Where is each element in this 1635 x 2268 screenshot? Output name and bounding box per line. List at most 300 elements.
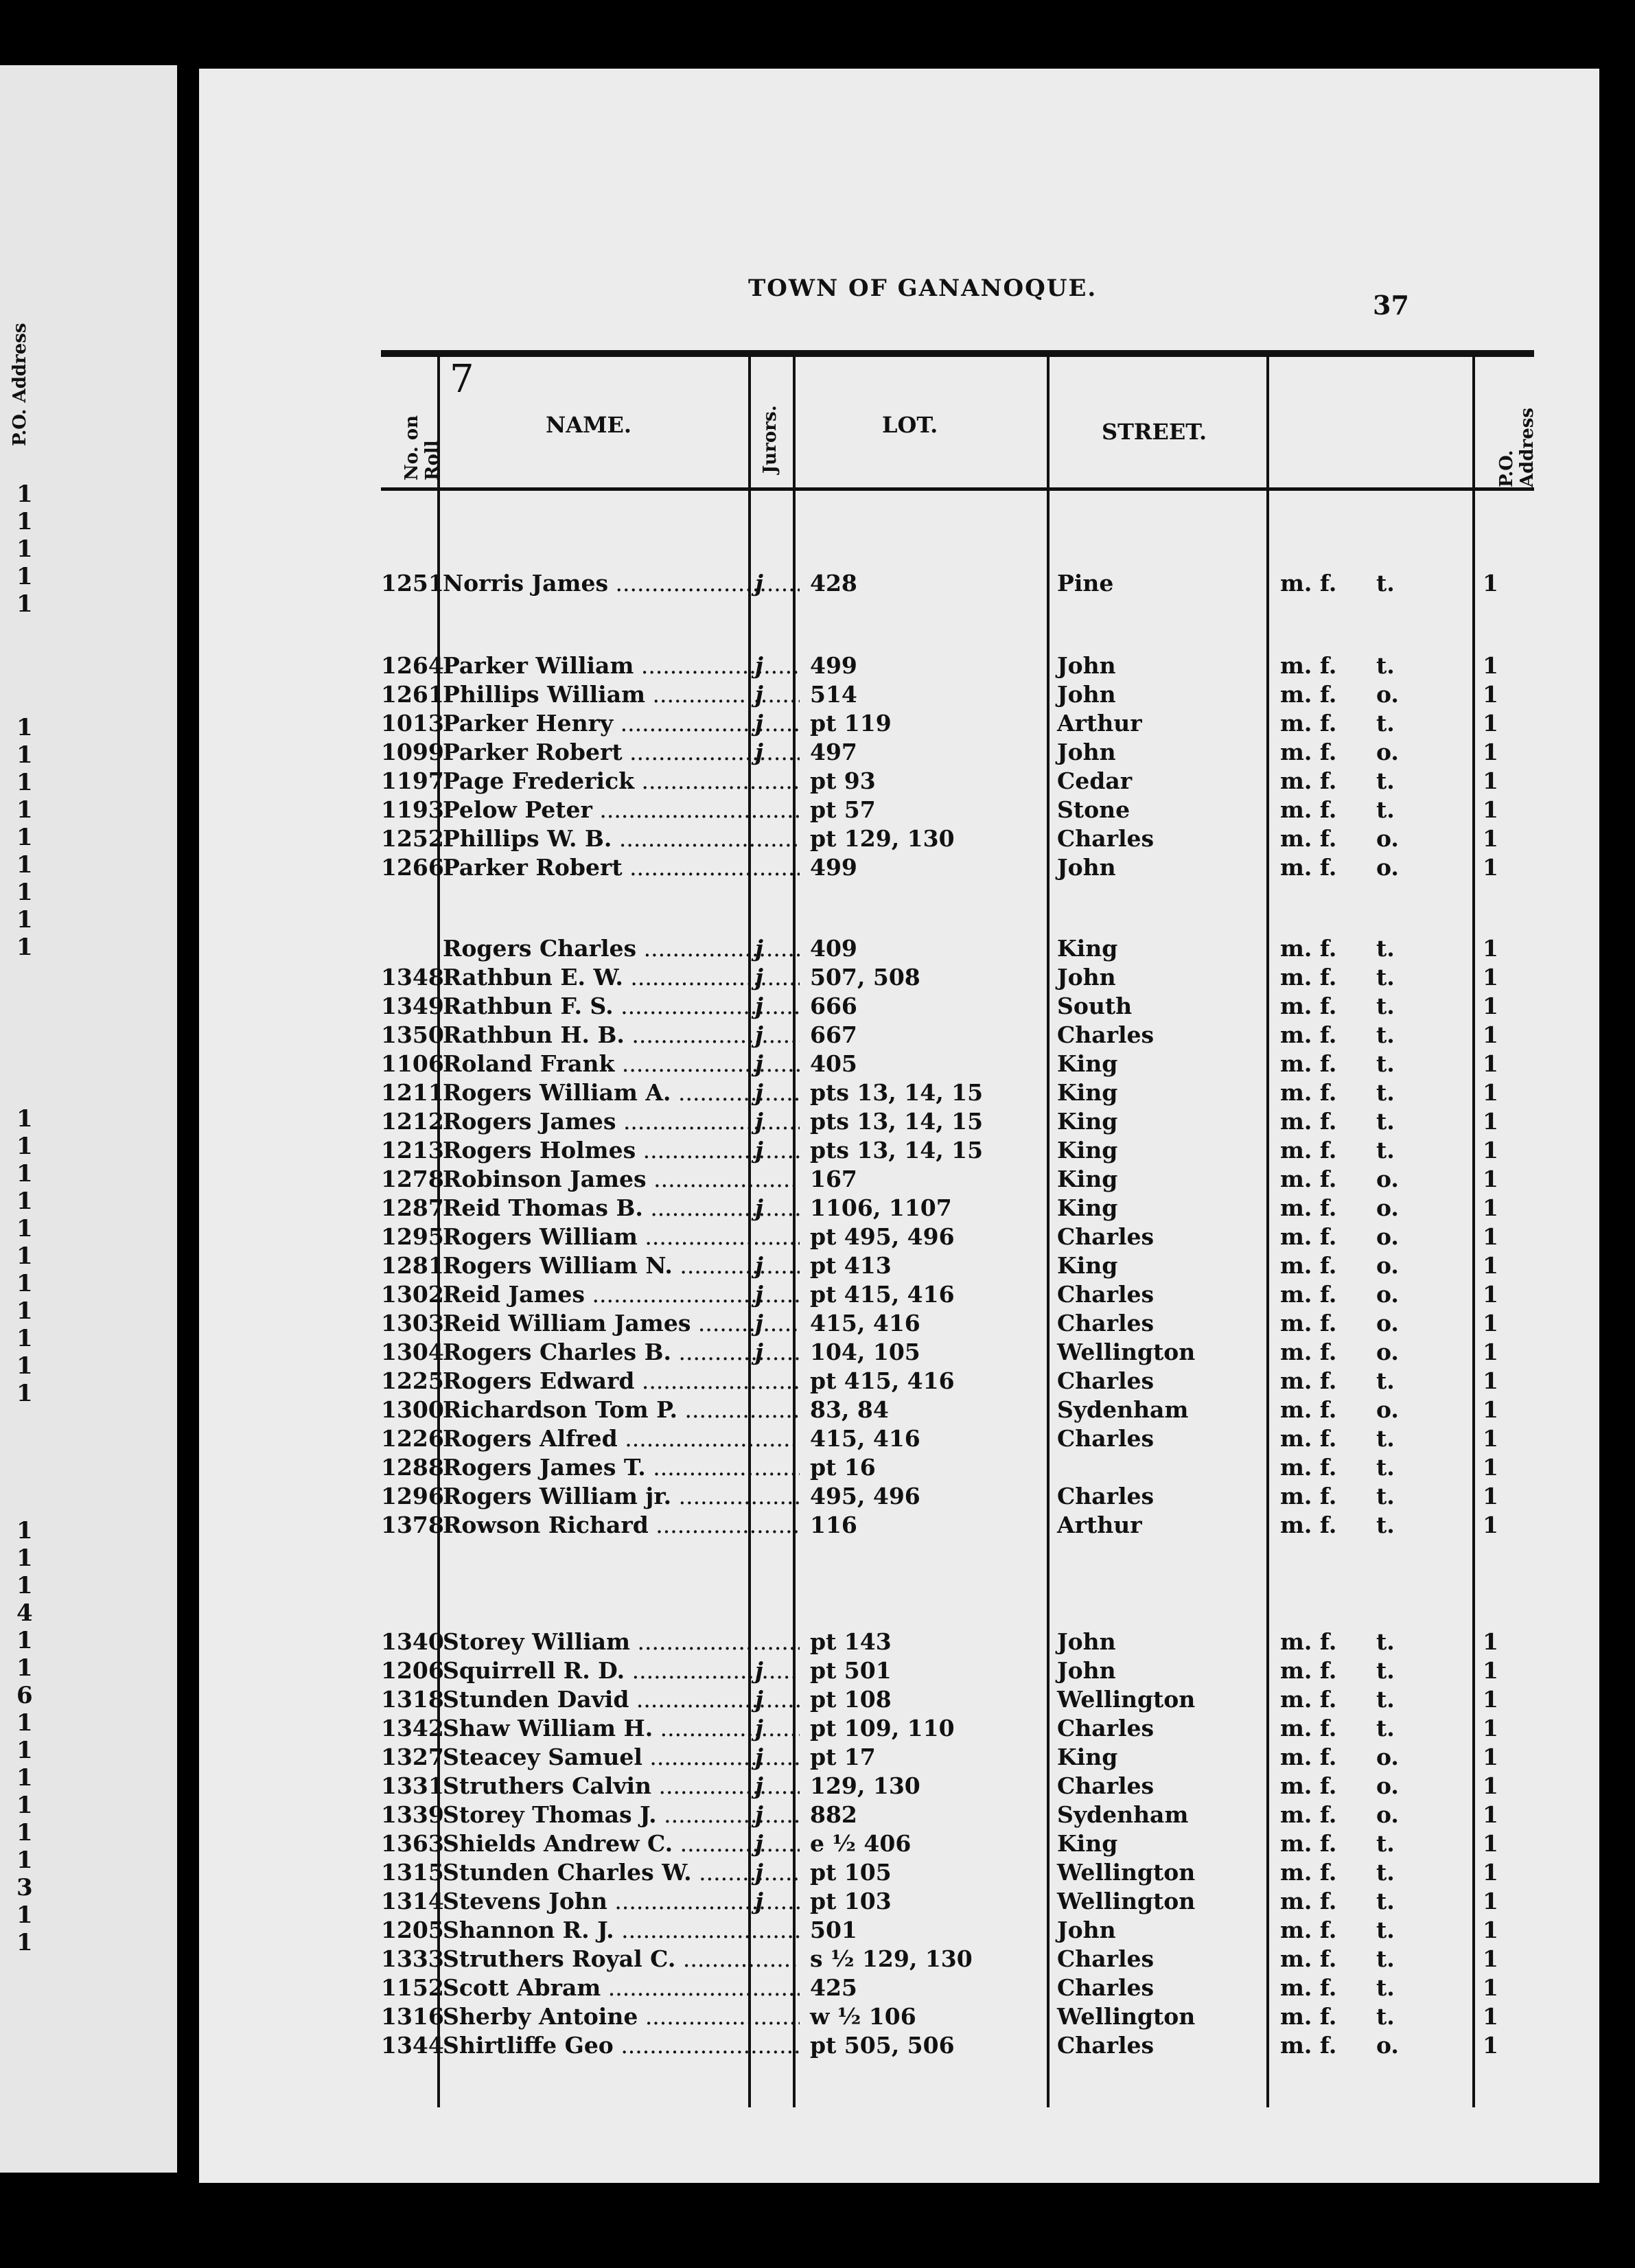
juror-mark: j	[755, 1021, 763, 1048]
left-po-mark: 1	[16, 1572, 33, 1599]
roll-number: 1350	[381, 1021, 444, 1048]
voter-name: Parker Robert .....	[443, 854, 800, 881]
juror-mark: j	[755, 1859, 763, 1886]
left-po-mark: 1	[16, 1847, 33, 1874]
left-po-mark: 1	[16, 1627, 33, 1654]
juror-mark: j	[755, 964, 763, 991]
voter-name: Struthers Royal C. .....	[443, 1945, 800, 1972]
left-po-mark: 1	[16, 563, 33, 590]
po-code: 1	[1483, 1657, 1498, 1684]
tenure-code: o.	[1376, 1801, 1399, 1828]
mf-code: m. f.	[1280, 1454, 1337, 1481]
lot-number: 501	[810, 1917, 857, 1943]
lot-number: pt 495, 496	[810, 1223, 955, 1250]
table-row	[381, 2003, 1534, 2032]
roll-number: 1342	[381, 1715, 444, 1741]
roll-number: 1281	[381, 1252, 444, 1279]
tenure-code: t.	[1376, 1686, 1395, 1713]
voter-name: Rogers William N. .....	[443, 1252, 800, 1279]
lot-number: pt 17	[810, 1744, 876, 1770]
voter-name: Norris James .....	[443, 570, 800, 597]
roll-number: 1288	[381, 1454, 444, 1481]
lot-number: 83, 84	[810, 1396, 889, 1423]
juror-mark: j	[755, 710, 763, 737]
tenure-code: o.	[1376, 2032, 1399, 2059]
mf-code: m. f.	[1280, 1223, 1337, 1250]
mf-code: m. f.	[1280, 1281, 1337, 1308]
street-name: King	[1057, 1108, 1118, 1135]
street-name: Charles	[1057, 1945, 1155, 1972]
po-code: 1	[1483, 1166, 1498, 1192]
tenure-code: t.	[1376, 1512, 1395, 1538]
roll-number: 1278	[381, 1166, 444, 1192]
voter-name: Rogers William .....	[443, 1223, 800, 1250]
street-name: John	[1057, 1657, 1116, 1684]
table-top-rule	[381, 350, 1534, 357]
left-po-header: P.O. Address	[10, 323, 30, 446]
table-row	[381, 1715, 1534, 1744]
voter-name: Page Frederick .....	[443, 767, 800, 794]
juror-mark: j	[755, 1715, 763, 1741]
street-name: Sydenham	[1057, 1801, 1189, 1828]
lot-number: 415, 416	[810, 1425, 920, 1452]
table-header-rule	[381, 487, 1534, 491]
roll-number: 1211	[381, 1079, 444, 1106]
page-number: 37	[1373, 290, 1409, 321]
po-code: 1	[1483, 993, 1498, 1019]
tenure-code: o.	[1376, 739, 1399, 765]
table-row	[381, 739, 1534, 767]
roll-number: 1296	[381, 1483, 444, 1509]
lot-number: pt 119	[810, 710, 892, 737]
juror-mark: j	[755, 1830, 763, 1857]
table-row	[381, 652, 1534, 681]
lot-number: pt 108	[810, 1686, 892, 1713]
roll-number: 1349	[381, 993, 444, 1019]
left-po-mark: 1	[16, 1297, 33, 1325]
tenure-code: o.	[1376, 1310, 1399, 1336]
voter-name: Stunden Charles W. .....	[443, 1859, 800, 1886]
table-row	[381, 825, 1534, 854]
po-code: 1	[1483, 1339, 1498, 1365]
table-row	[381, 1396, 1534, 1425]
juror-mark: j	[755, 1194, 763, 1221]
mf-code: m. f.	[1280, 1483, 1337, 1509]
juror-mark: j	[755, 1801, 763, 1828]
po-code: 1	[1483, 767, 1498, 794]
tenure-code: o.	[1376, 1223, 1399, 1250]
po-code: 1	[1483, 1888, 1498, 1914]
table-row	[381, 1137, 1534, 1166]
lot-number: e ½ 406	[810, 1830, 912, 1857]
po-code: 1	[1483, 1744, 1498, 1770]
street-name: John	[1057, 1917, 1116, 1943]
street-name: Arthur	[1057, 1512, 1142, 1538]
po-code: 1	[1483, 1396, 1498, 1423]
voter-name: Pelow Peter .....	[443, 796, 800, 823]
mf-code: m. f.	[1280, 1339, 1337, 1365]
table-row	[381, 2032, 1534, 2061]
street-name: King	[1057, 1050, 1118, 1077]
lot-number: 882	[810, 1801, 857, 1828]
juror-mark: j	[755, 1657, 763, 1684]
mf-code: m. f.	[1280, 1425, 1337, 1452]
roll-number: 1205	[381, 1917, 444, 1943]
left-po-mark: 1	[16, 1352, 33, 1380]
po-code: 1	[1483, 1801, 1498, 1828]
tenure-code: t.	[1376, 1050, 1395, 1077]
street-name: John	[1057, 739, 1116, 765]
tenure-code: o.	[1376, 1194, 1399, 1221]
mf-code: m. f.	[1280, 1744, 1337, 1770]
tenure-code: t.	[1376, 1859, 1395, 1886]
street-name: Charles	[1057, 1021, 1155, 1048]
lot-number: pt 505, 506	[810, 2032, 955, 2059]
lot-number: pt 143	[810, 1628, 892, 1655]
roll-number: 1197	[381, 767, 444, 794]
table-row	[381, 1050, 1534, 1079]
table-row	[381, 1686, 1534, 1715]
tenure-code: o.	[1376, 1339, 1399, 1365]
table-row	[381, 1252, 1534, 1281]
voter-name: Steacey Samuel .....	[443, 1744, 800, 1770]
voter-name: Reid William James .....	[443, 1310, 800, 1336]
roll-number: 1226	[381, 1425, 444, 1452]
street-column-header: STREET.	[1102, 419, 1207, 445]
lot-number: 415, 416	[810, 1310, 920, 1336]
mf-code: m. f.	[1280, 1974, 1337, 2001]
lot-number: s ½ 129, 130	[810, 1945, 973, 1972]
tenure-code: t.	[1376, 993, 1395, 1019]
lot-number: w ½ 106	[810, 2003, 916, 2030]
lot-number: pts 13, 14, 15	[810, 1079, 984, 1106]
po-code: 1	[1483, 739, 1498, 765]
juror-mark: j	[755, 1310, 763, 1336]
juror-mark: j	[755, 1686, 763, 1713]
mf-code: m. f.	[1280, 1512, 1337, 1538]
table-row	[381, 1079, 1534, 1108]
roll-number: 1266	[381, 854, 444, 881]
tenure-code: o.	[1376, 1252, 1399, 1279]
table-row	[381, 1974, 1534, 2003]
table-row	[381, 710, 1534, 739]
tenure-code: t.	[1376, 2003, 1395, 2030]
voter-name: Rathbun F. S. .....	[443, 993, 800, 1019]
po-column-header: P.O. Address	[1496, 407, 1538, 487]
left-po-mark: 4	[16, 1599, 33, 1627]
table-row	[381, 1830, 1534, 1859]
tenure-code: o.	[1376, 1744, 1399, 1770]
tenure-code: t.	[1376, 1108, 1395, 1135]
table-row	[381, 1657, 1534, 1686]
roll-number: 1295	[381, 1223, 444, 1250]
roll-number: 1300	[381, 1396, 444, 1423]
table-row	[381, 1628, 1534, 1657]
street-name: John	[1057, 652, 1116, 679]
table-row	[381, 1310, 1534, 1339]
voter-name: Rathbun E. W. .....	[443, 964, 800, 991]
po-code: 1	[1483, 2003, 1498, 2030]
lot-number: pts 13, 14, 15	[810, 1108, 984, 1135]
juror-mark: j	[755, 935, 763, 962]
name-column-header: NAME.	[546, 412, 632, 438]
voter-name: Sherby Antoine .....	[443, 2003, 800, 2030]
tenure-code: o.	[1376, 1396, 1399, 1423]
roll-number: 1315	[381, 1859, 444, 1886]
table-row	[381, 854, 1534, 883]
roll-number: 1213	[381, 1137, 444, 1164]
tenure-code: o.	[1376, 825, 1399, 852]
table-row	[381, 1108, 1534, 1137]
tenure-code: o.	[1376, 854, 1399, 881]
lot-number: 409	[810, 935, 857, 962]
po-code: 1	[1483, 1310, 1498, 1336]
tenure-code: t.	[1376, 1657, 1395, 1684]
street-name: Arthur	[1057, 710, 1142, 737]
lot-number: pt 16	[810, 1454, 876, 1481]
roll-number: 1303	[381, 1310, 444, 1336]
juror-mark: j	[755, 1888, 763, 1914]
left-po-mark: 1	[16, 1709, 33, 1737]
po-code: 1	[1483, 1367, 1498, 1394]
roll-number: 1251	[381, 570, 444, 597]
roll-number: 1261	[381, 681, 444, 708]
po-code: 1	[1483, 1715, 1498, 1741]
table-row	[381, 993, 1534, 1021]
table-row	[381, 1512, 1534, 1540]
left-po-mark: 1	[16, 906, 33, 934]
mf-code: m. f.	[1280, 1628, 1337, 1655]
juror-mark: j	[755, 993, 763, 1019]
lot-number: 1106, 1107	[810, 1194, 952, 1221]
lot-number: pt 415, 416	[810, 1367, 955, 1394]
street-name: Charles	[1057, 2032, 1155, 2059]
mf-code: m. f.	[1280, 964, 1337, 991]
left-po-mark: 6	[16, 1682, 33, 1709]
tenure-code: o.	[1376, 681, 1399, 708]
po-code: 1	[1483, 1859, 1498, 1886]
voter-name: Rogers James .....	[443, 1108, 800, 1135]
lot-number: pt 103	[810, 1888, 892, 1914]
mf-code: m. f.	[1280, 1252, 1337, 1279]
left-po-mark: 1	[16, 1517, 33, 1544]
table-row	[381, 1917, 1534, 1945]
roll-number: 1363	[381, 1830, 444, 1857]
lot-number: 495, 496	[810, 1483, 920, 1509]
table-row	[381, 1744, 1534, 1772]
left-po-mark: 1	[16, 1105, 33, 1133]
po-code: 1	[1483, 1512, 1498, 1538]
left-po-mark: 1	[16, 1160, 33, 1188]
roll-number: 1304	[381, 1339, 444, 1365]
left-po-mark: 1	[16, 1737, 33, 1764]
tenure-code: t.	[1376, 1079, 1395, 1106]
tenure-code: t.	[1376, 1367, 1395, 1394]
voters-table	[381, 350, 1538, 2107]
voter-name: Shirtliffe Geo .....	[443, 2032, 800, 2059]
table-row	[381, 1945, 1534, 1974]
mf-code: m. f.	[1280, 1686, 1337, 1713]
lot-number: 499	[810, 652, 857, 679]
table-row	[381, 1801, 1534, 1830]
roll-number: 1252	[381, 825, 444, 852]
left-po-mark: 1	[16, 1764, 33, 1792]
voter-name: Rogers James T. .....	[443, 1454, 800, 1481]
lot-number: pt 93	[810, 767, 876, 794]
juror-mark: j	[755, 1252, 763, 1279]
po-code: 1	[1483, 964, 1498, 991]
lot-number: 405	[810, 1050, 857, 1077]
street-name: Wellington	[1057, 1888, 1196, 1914]
street-name: Charles	[1057, 1310, 1155, 1336]
roll-number: 1348	[381, 964, 444, 991]
tenure-code: t.	[1376, 964, 1395, 991]
voter-name: Stunden David .....	[443, 1686, 800, 1713]
juror-mark: j	[755, 1079, 763, 1106]
table-row	[381, 681, 1534, 710]
street-name: King	[1057, 1166, 1118, 1192]
roll-number: 1344	[381, 2032, 444, 2059]
left-po-mark: 1	[16, 508, 33, 535]
left-po-mark: 1	[16, 769, 33, 796]
lot-number: pt 415, 416	[810, 1281, 955, 1308]
roll-column-header: No. on Roll	[402, 415, 443, 481]
table-row	[381, 1339, 1534, 1367]
ledger-page	[199, 69, 1599, 2183]
table-row	[381, 1454, 1534, 1483]
juror-mark: j	[755, 1050, 763, 1077]
street-name: Charles	[1057, 1483, 1155, 1509]
mf-code: m. f.	[1280, 2032, 1337, 2059]
po-code: 1	[1483, 1974, 1498, 2001]
mf-code: m. f.	[1280, 1367, 1337, 1394]
roll-number: 1314	[381, 1888, 444, 1914]
mf-code: m. f.	[1280, 1137, 1337, 1164]
tenure-code: o.	[1376, 1281, 1399, 1308]
roll-number: 1206	[381, 1657, 444, 1684]
voter-name: Rogers Edward .....	[443, 1367, 800, 1394]
tenure-code: o.	[1376, 1772, 1399, 1799]
juror-mark: j	[755, 1772, 763, 1799]
tenure-code: t.	[1376, 1715, 1395, 1741]
tenure-code: t.	[1376, 1888, 1395, 1914]
mf-code: m. f.	[1280, 854, 1337, 881]
binding-edge	[177, 65, 194, 2173]
po-code: 1	[1483, 681, 1498, 708]
tenure-code: t.	[1376, 710, 1395, 737]
table-row	[381, 1888, 1534, 1917]
roll-number: 1193	[381, 796, 444, 823]
voter-name: Stevens John .....	[443, 1888, 800, 1914]
lot-number: 514	[810, 681, 857, 708]
mf-code: m. f.	[1280, 767, 1337, 794]
voter-name: Storey Thomas J. .....	[443, 1801, 800, 1828]
mf-code: m. f.	[1280, 1917, 1337, 1943]
table-row	[381, 1859, 1534, 1888]
mf-code: m. f.	[1280, 2003, 1337, 2030]
lot-number: 667	[810, 1021, 857, 1048]
tenure-code: t.	[1376, 1454, 1395, 1481]
lot-number: pts 13, 14, 15	[810, 1137, 984, 1164]
roll-number: 1378	[381, 1512, 444, 1538]
po-code: 1	[1483, 710, 1498, 737]
tenure-code: t.	[1376, 1137, 1395, 1164]
roll-number: 1316	[381, 2003, 444, 2030]
po-code: 1	[1483, 1425, 1498, 1452]
left-po-mark: 1	[16, 851, 33, 879]
margin-note: 7	[450, 357, 474, 402]
street-name: Sydenham	[1057, 1396, 1189, 1423]
voter-name: Rogers William A. .....	[443, 1079, 800, 1106]
voter-name: Shannon R. J. .....	[443, 1917, 800, 1943]
left-po-mark: 1	[16, 1901, 33, 1929]
po-code: 1	[1483, 1194, 1498, 1221]
juror-mark: j	[755, 681, 763, 708]
table-row	[381, 570, 1534, 599]
mf-code: m. f.	[1280, 796, 1337, 823]
lot-number: 666	[810, 993, 857, 1019]
po-code: 1	[1483, 1108, 1498, 1135]
lot-number: 507, 508	[810, 964, 920, 991]
voter-name: Roland Frank .....	[443, 1050, 800, 1077]
street-name: Charles	[1057, 1425, 1155, 1452]
voter-name: Rogers Alfred .....	[443, 1425, 800, 1452]
mf-code: m. f.	[1280, 1715, 1337, 1741]
table-row	[381, 1194, 1534, 1223]
voter-name: Rogers Charles B. .....	[443, 1339, 800, 1365]
lot-number: pt 501	[810, 1657, 892, 1684]
lot-number: 425	[810, 1974, 857, 2001]
voter-name: Parker Henry .....	[443, 710, 800, 737]
voter-name: Parker Robert .....	[443, 739, 800, 765]
lot-number: pt 413	[810, 1252, 892, 1279]
table-row	[381, 1166, 1534, 1194]
lot-number: pt 129, 130	[810, 825, 955, 852]
tenure-code: t.	[1376, 1483, 1395, 1509]
mf-code: m. f.	[1280, 1310, 1337, 1336]
voter-name: Rogers Holmes .....	[443, 1137, 800, 1164]
tenure-code: t.	[1376, 935, 1395, 962]
lot-number: pt 105	[810, 1859, 892, 1886]
left-po-mark: 1	[16, 1819, 33, 1847]
voter-name: Squirrell R. D. .....	[443, 1657, 800, 1684]
street-name: Charles	[1057, 1223, 1155, 1250]
mf-code: m. f.	[1280, 935, 1337, 962]
left-po-mark: 1	[16, 879, 33, 906]
tenure-code: t.	[1376, 1425, 1395, 1452]
voter-name: Rowson Richard .....	[443, 1512, 800, 1538]
tenure-code: t.	[1376, 1917, 1395, 1943]
mf-code: m. f.	[1280, 1945, 1337, 1972]
street-name: Wellington	[1057, 1859, 1196, 1886]
juror-mark: j	[755, 1137, 763, 1164]
left-po-mark: 1	[16, 1188, 33, 1215]
table-row	[381, 964, 1534, 993]
table-row	[381, 796, 1534, 825]
mf-code: m. f.	[1280, 1396, 1337, 1423]
mf-code: m. f.	[1280, 739, 1337, 765]
street-name: King	[1057, 1194, 1118, 1221]
lot-number: pt 109, 110	[810, 1715, 955, 1741]
roll-number: 1099	[381, 739, 444, 765]
left-po-mark: 1	[16, 1133, 33, 1160]
voter-name: Rathbun H. B. .....	[443, 1021, 800, 1048]
po-code: 1	[1483, 1281, 1498, 1308]
tenure-code: t.	[1376, 796, 1395, 823]
roll-number: 1152	[381, 1974, 444, 2001]
voter-name: Shields Andrew C. .....	[443, 1830, 800, 1857]
left-po-mark: 1	[16, 824, 33, 851]
